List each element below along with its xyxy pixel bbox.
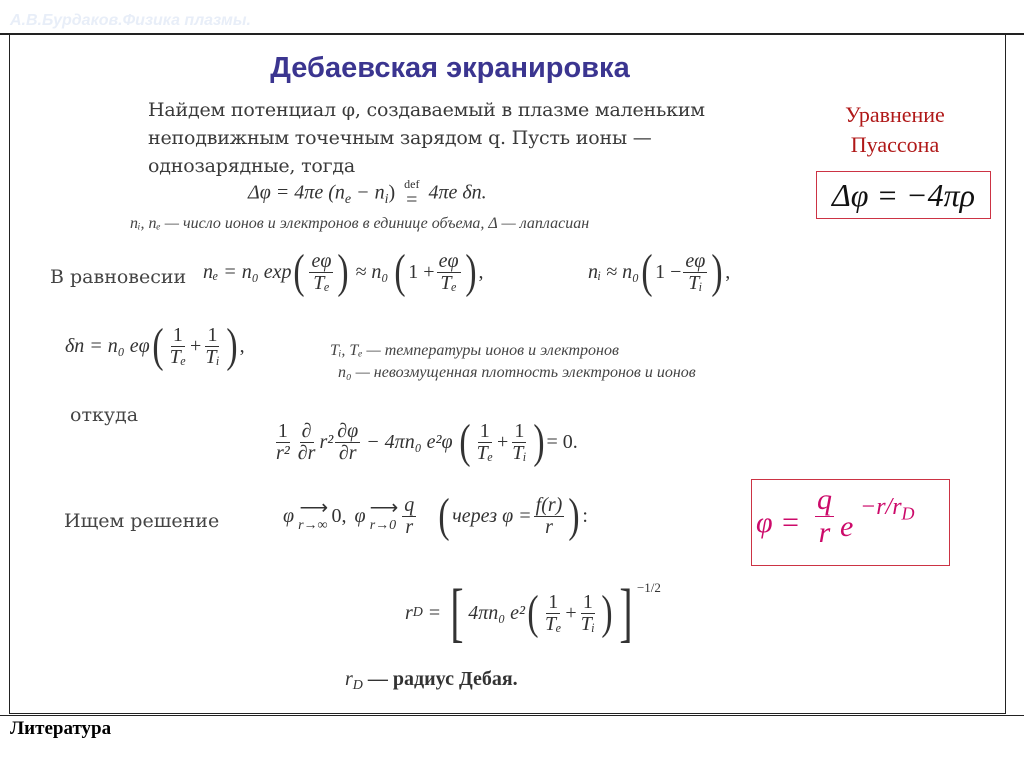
- frac-1-te-3: [543, 592, 563, 635]
- r2-mid: r²: [319, 430, 334, 453]
- num-1f: 1: [548, 590, 559, 613]
- den-ti-4: Tᵢ: [580, 612, 595, 635]
- frac-1-ti-3: [579, 592, 597, 635]
- electron-boltzmann-eq: nₑ = n₀ exp ( $\frac{e\varphi}{\text{Tₑ}}$ ) ≈ n₀ ( 1 + $\frac{e\varphi}{\text{Tₑ}}$ ) ,: [203, 245, 484, 298]
- solution-frac: [815, 484, 834, 548]
- density-note: nᵢ, nₑ — число ионов и электронов в единице объема, Δ — лапласиан: [130, 215, 590, 232]
- poisson-label-line2: Пуассона: [850, 132, 940, 157]
- limit-zero: 0,: [331, 504, 347, 527]
- poisson-label: [830, 100, 960, 160]
- limit-arrow-zero: ⟶ r→0: [369, 497, 397, 533]
- def-equals: def =: [404, 177, 420, 211]
- comma-3: ,: [239, 334, 245, 357]
- rd-eq: =: [428, 601, 441, 624]
- solution-exponent: [860, 494, 915, 524]
- n0-note: n₀ — невозмущенная плотность электронов и ионов: [338, 364, 696, 381]
- frac-q-r: [402, 495, 416, 538]
- approx-n0: ≈ n₀: [355, 260, 389, 283]
- den-r-2: r: [545, 515, 553, 538]
- solution-box: [751, 479, 950, 566]
- num-1e: 1: [514, 419, 525, 442]
- via-text: через φ =: [452, 504, 532, 527]
- solution-phi: φ =: [756, 506, 801, 539]
- den-dr-2: ∂r: [338, 441, 357, 464]
- num-dphi: ∂φ: [337, 419, 359, 442]
- rd-inner: 4πn₀ e²: [468, 601, 526, 624]
- num-ephi-3: eφ: [685, 249, 706, 272]
- poisson-equation-box: [816, 171, 991, 219]
- frac-fr-r: [534, 495, 565, 538]
- frac-ephi-te-2: [437, 251, 461, 294]
- solution-exp: −r/r: [860, 494, 902, 520]
- rd-text: — радиус Дебая.: [367, 668, 518, 690]
- frac-ephi-ti: [683, 251, 707, 294]
- eq1-sub-i: i: [384, 191, 389, 207]
- debye-radius-label: [345, 668, 518, 694]
- frac-1-te-2: [475, 421, 495, 464]
- den-r2: r²: [276, 441, 290, 464]
- whence-label: откуда: [70, 404, 139, 426]
- one-minus: 1 −: [655, 260, 682, 283]
- frac-1-ti: [203, 325, 221, 368]
- solution-exp-sub: D: [901, 503, 915, 524]
- rd-exponent: −1/2: [636, 580, 661, 595]
- limit-arrow-inf: ⟶ r→∞: [298, 497, 328, 533]
- den-te-3: Tₑ: [169, 345, 187, 368]
- solution-r: r: [818, 515, 831, 549]
- eq1-lhs: Δφ = 4πe (n: [248, 181, 345, 204]
- den-ti: Tᵢ: [688, 271, 703, 294]
- comma-2: ,: [725, 260, 731, 283]
- delta-n-equation: δn = n₀ eφ ( $\frac{1}{\text{Tₑ}}$ + $\frac{1}{\text{Tᵢ}}$ ) ,: [65, 319, 245, 372]
- num-ephi-2: eφ: [438, 249, 459, 272]
- frac-ephi-te: [309, 251, 333, 294]
- def-label: def: [404, 177, 420, 191]
- lim-zero: r→0: [369, 518, 397, 533]
- eq1-sub-e: e: [344, 191, 352, 207]
- num-1c: 1: [277, 419, 288, 442]
- frac-1-te: [168, 325, 188, 368]
- laplacian-equation: [248, 178, 487, 210]
- author-header: А.В.Бурдаков.Физика плазмы.: [10, 12, 251, 29]
- phi-1: φ: [283, 504, 295, 527]
- den-ti-2: Tᵢ: [205, 345, 220, 368]
- phi-2: φ: [354, 504, 366, 527]
- eq-zero: = 0.: [546, 430, 578, 453]
- den-te: Tₑ: [313, 271, 330, 294]
- one-plus: 1 +: [408, 260, 435, 283]
- rd-r: r: [405, 601, 413, 624]
- ni-lhs: nᵢ ≈ n₀: [588, 260, 640, 283]
- num-d: ∂: [301, 419, 312, 442]
- comma-1: ,: [478, 260, 484, 283]
- num-q: q: [404, 493, 415, 516]
- lim-inf: r→∞: [298, 518, 328, 533]
- eq1-rhs: 4πe δn.: [428, 181, 487, 204]
- rd-sub: D: [412, 605, 423, 620]
- poisson-label-line1: Уравнение: [845, 102, 945, 127]
- search-label: Ищем решение: [64, 510, 220, 532]
- num-ephi: eφ: [311, 249, 332, 272]
- rd-sym: r: [345, 668, 353, 690]
- den-te-2: Tₑ: [440, 271, 457, 294]
- solution-e: e: [840, 510, 854, 543]
- temperature-note: Tᵢ, Tₑ — температуры ионов и электронов: [330, 342, 619, 359]
- slide-title: Дебаевская экранировка: [270, 52, 630, 84]
- poisson-boltzmann-eq: $\frac{1}{\text{r²}}$ $\frac{\partial}{\partial r}$ r² $\frac{\partial\varphi}{\partial r}$ − 4πn₀ e²φ ( $\frac{1}{\text{Tₑ}}$ + $\frac{1}{\text{Tᵢ}}$ ) = 0.: [276, 415, 578, 468]
- num-1d: 1: [479, 419, 490, 442]
- frac-1-r2: [274, 421, 292, 464]
- debye-radius-eq: r D = [ 4πn₀ e² ( $\frac{1}{\text{Tₑ}}$ + $\frac{1}{\text{Tᵢ}}$ ) ] −1/2: [405, 576, 661, 649]
- minus-term: − 4πn₀ e²φ: [366, 430, 453, 453]
- frac-1-ti-2: [510, 421, 528, 464]
- plus-3: +: [565, 601, 577, 624]
- num-1b: 1: [207, 323, 218, 346]
- den-dr: ∂r: [297, 441, 316, 464]
- solution-q: q: [817, 483, 832, 516]
- num-1g: 1: [582, 590, 593, 613]
- eq1-minus: − n: [351, 181, 385, 204]
- eq1-close: ): [388, 181, 396, 204]
- frac-d-dr: [296, 421, 318, 464]
- poisson-equation: Δφ = −4πρ: [831, 176, 976, 213]
- rd-sym-sub: D: [352, 678, 363, 694]
- den-te-4: Tₑ: [476, 441, 493, 464]
- ion-boltzmann-eq: nᵢ ≈ n₀ ( 1 − $\frac{e\varphi}{\text{Tᵢ}}$ ) ,: [588, 245, 731, 298]
- plus-2: +: [496, 430, 509, 453]
- equilibrium-label: В равновесии: [50, 266, 187, 288]
- boundary-conditions: φ ⟶ r→∞ 0, φ ⟶ r→0 $\frac{q}{r}$ ( через φ = $\frac{f(r)}{r}$ ) :: [283, 489, 588, 542]
- intro-paragraph: Найдем потенциал φ, создаваемый в плазме маленьким неподвижным точечным зарядом q. Пусть ионы — однозарядные, тогда: [148, 99, 705, 177]
- frac-dphi-dr: [335, 421, 360, 464]
- literature-link[interactable]: Литература: [10, 718, 112, 739]
- num-1a: 1: [172, 323, 183, 346]
- plus-1: +: [190, 334, 202, 357]
- colon: :: [582, 504, 588, 527]
- ne-lhs: nₑ = n₀ exp: [203, 260, 292, 283]
- dn-lhs: δn = n₀ eφ: [65, 334, 150, 357]
- den-te-5: Tₑ: [545, 612, 562, 635]
- bottom-divider: [0, 715, 1024, 716]
- num-fr: f(r): [535, 493, 563, 516]
- den-ti-3: Tᵢ: [512, 441, 527, 464]
- den-r: r: [405, 515, 414, 538]
